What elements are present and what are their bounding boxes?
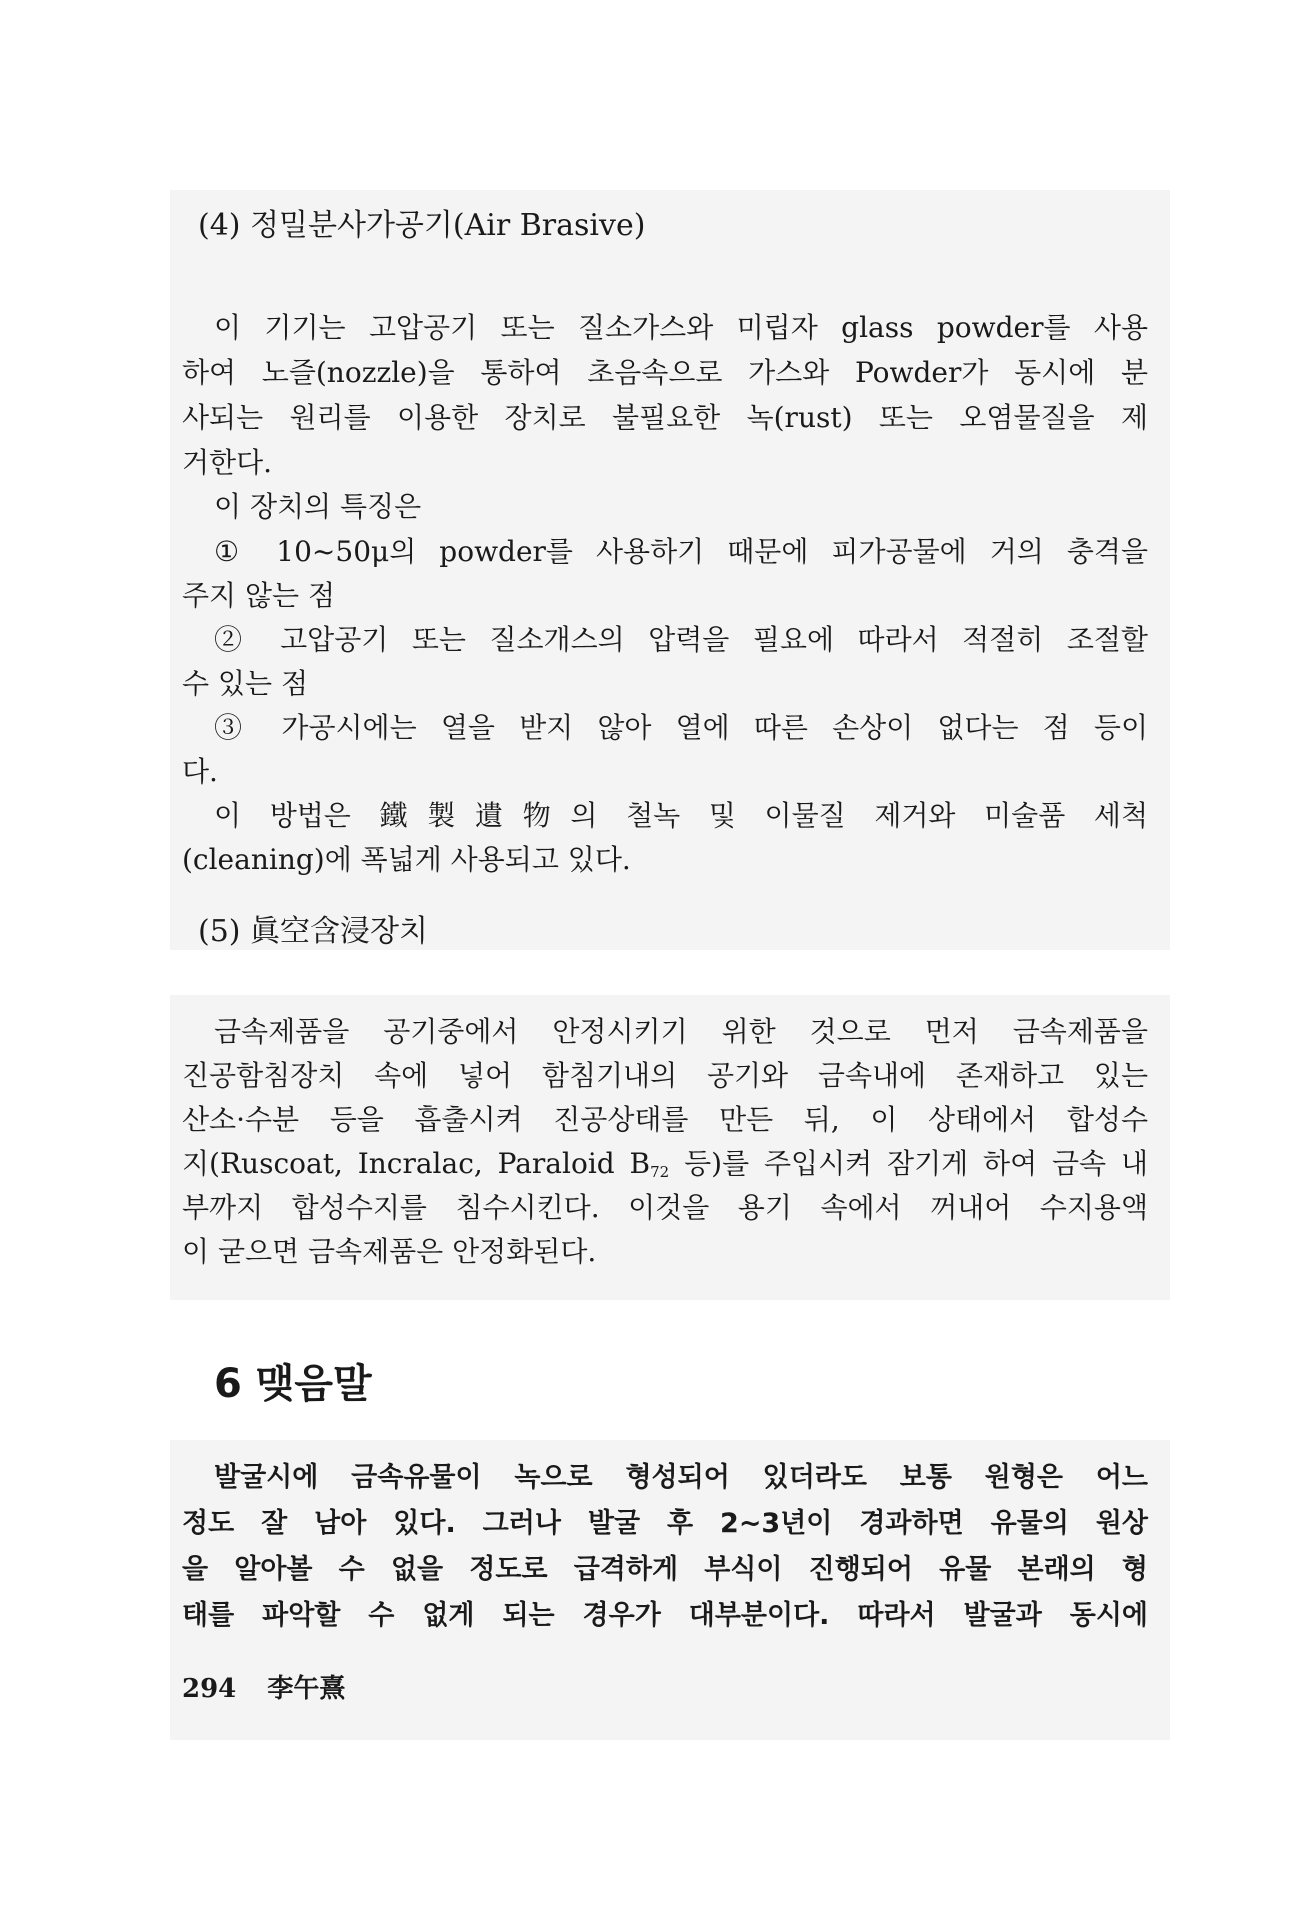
paragraph-line: 이 기기는 고압공기 또는 질소가스와 미립자 glass powder를 사용 xyxy=(214,311,1148,344)
paragraph-line: 진공함침장치 속에 넣어 함침기내의 공기와 금속내에 존재하고 있는 xyxy=(182,1059,1148,1092)
section-heading: (4) 정밀분사가공기(Air Brasive) xyxy=(198,208,646,243)
paragraph-line: (cleaning)에 폭넓게 사용되고 있다. xyxy=(182,843,631,876)
paragraph-line: 을 알아볼 수 없을 정도로 급격하게 부식이 진행되어 유물 본래의 형 xyxy=(182,1554,1148,1585)
paragraph-line: 거한다. xyxy=(182,446,273,479)
paragraph-line: 이 방법은 鐵製遺物의 철녹 및 이물질 제거와 미술품 세척 xyxy=(214,799,1148,832)
paragraph-line: 이 장치의 특징은 xyxy=(214,490,422,523)
paragraph-line: 산소·수분 등을 흡출시켜 진공상태를 만든 뒤, 이 상태에서 합성수 xyxy=(182,1103,1148,1136)
author-name: 李午熹 xyxy=(267,1674,346,1704)
subscript: 72 xyxy=(650,1163,670,1181)
list-item-line: ① 10~50μ의 powder를 사용하기 때문에 피가공물에 거의 충격을 xyxy=(214,535,1148,568)
paragraph-line: 이 굳으면 금속제품은 안정화된다. xyxy=(182,1235,597,1268)
paragraph-line: 태를 파악할 수 없게 되는 경우가 대부분이다. 따라서 발굴과 동시에 xyxy=(182,1600,1148,1631)
paragraph-line: 발굴시에 금속유물이 녹으로 형성되어 있더라도 보통 원형은 어느 xyxy=(214,1462,1148,1493)
section-heading: 6 맺음말 xyxy=(214,1361,372,1407)
list-item-line: 다. xyxy=(182,755,218,788)
page-number: 294 xyxy=(182,1674,237,1704)
paragraph-line: 부까지 합성수지를 침수시킨다. 이것을 용기 속에서 꺼내어 수지용액 xyxy=(182,1191,1148,1224)
list-item-line: ② 고압공기 또는 질소개스의 압력을 필요에 따라서 적절히 조절할 xyxy=(214,623,1148,656)
scan-shade xyxy=(170,190,1170,950)
list-item-line: 주지 않는 점 xyxy=(182,579,336,612)
paragraph-text: 지(Ruscoat, Incralac, Paraloid B xyxy=(182,1147,651,1180)
list-item-line: ③ 가공시에는 열을 받지 않아 열에 따른 손상이 없다는 점 등이 xyxy=(214,711,1148,744)
paragraph-line: 사되는 원리를 이용한 장치로 불필요한 녹(rust) 또는 오염물질을 제 xyxy=(182,401,1148,434)
paragraph-line: 하여 노즐(nozzle)을 통하여 초음속으로 가스와 Powder가 동시에 분 xyxy=(182,356,1148,389)
page-footer xyxy=(182,1668,345,1705)
paragraph-line xyxy=(182,1146,1148,1190)
section-heading: (5) 眞空含浸장치 xyxy=(198,914,428,949)
list-item-line: 수 있는 점 xyxy=(182,667,308,700)
paragraph-line: 금속제품을 공기중에서 안정시키기 위한 것으로 먼저 금속제품을 xyxy=(214,1015,1148,1048)
paragraph-line: 정도 잘 남아 있다. 그러나 발굴 후 2~3년이 경과하면 유물의 원상 xyxy=(182,1508,1148,1539)
paragraph-text: 등)를 주입시켜 잠기게 하여 금속 내 xyxy=(669,1147,1149,1180)
